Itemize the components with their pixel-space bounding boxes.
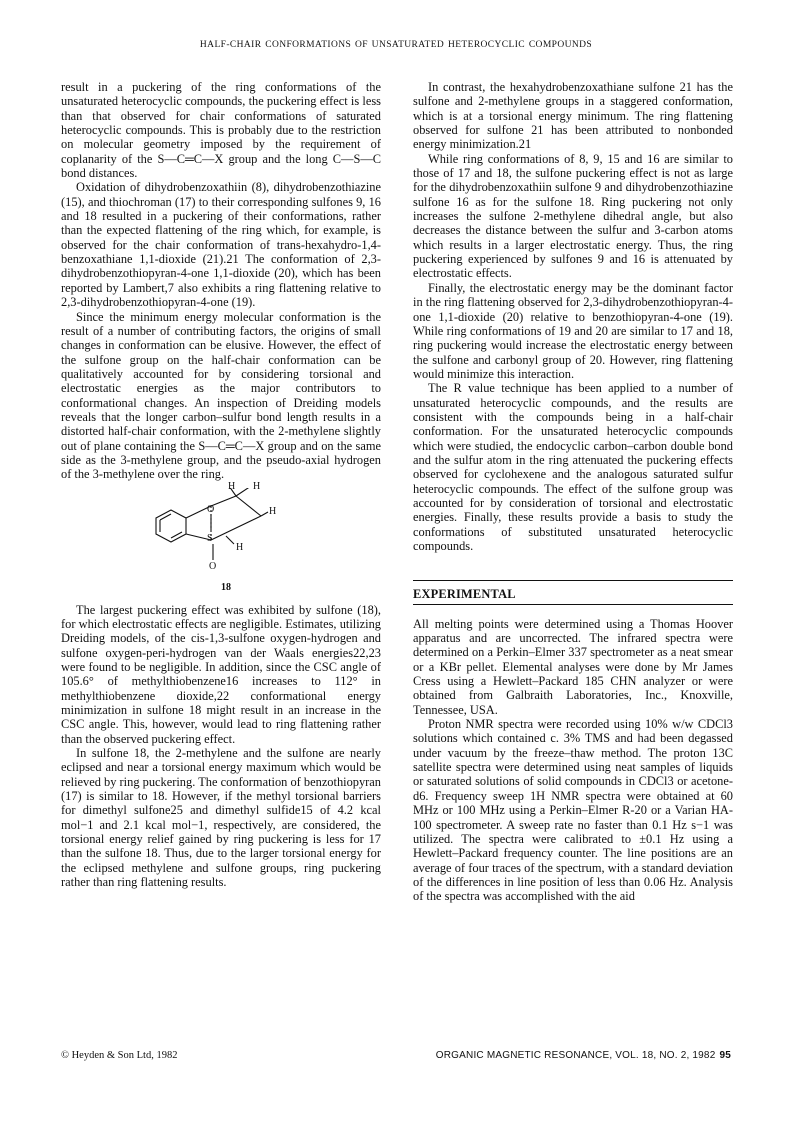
experimental-paragraph-2: Proton NMR spectra were recorded using 10% w/w CDCl3 solutions which contained c. 3% TMS and had been degassed under vacuum by the freeze–thaw method. The proton 13C satellite spectra were determined using neat samples of liquids or saturated solutions of solid compounds in CDCl3 or acetone-d6. Frequency sweep 1H NMR spectra were obtained at 60 MHz or 100 MHz using a Perkin–Elmer R-20 or a Varian HA-100 spectrometer. A sweep rate no faster than 0.1 Hz s−1 was utilized. The spectra were calibrated to ±0.1 Hz using a Hewlett–Packard frequency counter. The line positions are an average of four traces of the spectrum, with a standard deviation of the differences in line position of less than 0.06 Hz. Analysis of the spectra was accomplished with the aid	[413, 717, 733, 904]
left-paragraph-3: Since the minimum energy molecular conformation is the result of a number of contributing factors, the origins of small changes in conformation can be elusive. However, the effect of the sulfone group on the half-chair conformation can be qualitatively accounted for by considering torsional and electrostatic energies as the major contributors to conformational changes. An inspection of Dreiding models reveals that the longer carbon–sulfur bond length results in a distorted half-chair conformation, with the 2-methylene slightly out of plane containing the S—C═C—X group and on the same side as the 3-methylene group, and the pseudo-axial hydrogen of the 3-methylene over the ring.	[61, 309, 381, 482]
structure-label: 18	[221, 581, 231, 593]
chemical-structure-18	[61, 480, 381, 593]
right-paragraph-1: In contrast, the hexahydrobenzoxathiane sulfone 21 has the sulfone and 2-methylene groups in a staggered conformation, which is at a torsional energy minimum. The ring flattening observed for sulfone 21 has been attributed to nonbonded energy minimization.21	[413, 80, 733, 152]
atom-s: S	[207, 532, 213, 544]
atom-h-top-left: H	[228, 480, 236, 492]
left-column	[61, 80, 381, 890]
experimental-section	[413, 580, 733, 903]
footer-journal-info	[436, 1050, 731, 1061]
atom-h-low: H	[236, 541, 244, 553]
right-column	[413, 80, 733, 904]
left-paragraph-4: The largest puckering effect was exhibited by sulfone (18), for which electrostatic effects are negligible. Estimates, utilizing Dreiding models, of the cis-1,3-sulfone oxygen-hydrogen and sulfone oxygen-peri-hydrogen van der Waals energies22,23 were found to be negligible. In addition, since the CSC angle of 105.6° of methylthiobenzene16 increases to 112° in methylthiobenzene dioxide,22 conformational energy minimization in sulfone 18 might result in an increase in the CSC angle. This, however, would lead to ring flattening rather than the observed puckering effect.	[61, 602, 381, 746]
atom-h-top-right: H	[253, 480, 261, 492]
footer-copyright: © Heyden & Son Ltd, 1982	[61, 1050, 178, 1061]
experimental-paragraph-1: All melting points were determined using a Thomas Hoover apparatus and are uncorrected. The infrared spectra were determined on a Perkin–Elmer 337 spectrometer as a neat smear or a KBr pellet. Elemental analyses were done by Mr James Cress using a Hewlett–Packard 185 CHN analyzer or were obtained from Galbraith Laboratories, Inc., Knoxville, Tennessee, USA.	[413, 616, 733, 717]
atom-o-bottom: O	[209, 560, 217, 572]
running-head: HALF-CHAIR CONFORMATIONS OF UNSATURATED HETEROCYCLIC COMPOUNDS	[199, 40, 593, 50]
section-heading-experimental: EXPERIMENTAL	[413, 581, 733, 604]
page-number: 95	[719, 1050, 731, 1061]
atom-h-mid: H	[269, 505, 277, 517]
left-paragraph-2: Oxidation of dihydrobenzoxathiin (8), dihydrobenzothiazine (15), and thiochroman (17) to their corresponding sulfones 9, 16 and 18 resulted in a puckering of their conformations, rather than the expected flattening of the ring which, for example, is observed for the chair conformation of trans-hexahydro-1,4-benzoxathiane 1,1-dioxide (21).21 The conformation of 2,3-dihydrobenzothiopyran-4-one 1,1-dioxide (20), which has been reported by Lambert,7 also exhibits a ring flattening relative to 2,3-dihydrobenzothiopyran-4-one (19).	[61, 180, 381, 310]
right-paragraph-4: The R value technique has been applied to a number of unsaturated heterocyclic compounds, and the results are consistent with the compounds being in a half-chair conformation. For the unsaturated heterocyclic compounds which were studied, the endocyclic carbon–carbon double bond and the sulfur atom in the ring attenuated the puckering effects observed for cyclohexene and the analogous saturated sulfur heterocyclic compounds. The effect of the sulfone group was accounted for by consideration of torsional and electrostatic energies. Finally, these results provide a basis to study the conformations of substituted unsaturated heterocyclic compounds.	[413, 381, 733, 553]
left-paragraph-5: In sulfone 18, the 2-methylene and the sulfone are nearly eclipsed and near a torsional energy maximum which would be relieved by ring puckering. The conformation of benzothiopyran (17) is similar to 18. However, if the methyl torsional barriers for dimethyl sulfone25 and dimethyl sulfide15 of 4.2 kcal mol−1 and 2.1 kcal mol−1, respectively, are considered, the torsional energy relief gained by ring puckering is less for 17 than the sulfone 18. Thus, due to the larger torsional energy for the eclipsed methylene and sulfone groups, ring puckering rather than ring flattening results.	[61, 746, 381, 890]
atom-o-top: O	[207, 503, 215, 515]
right-paragraph-3: Finally, the electrostatic energy may be the dominant factor in the ring flattening observed for 2,3-dihydrobenzothiopyran-4-one 1,1-dioxide (20) relative to benzothiopyran-4-one (19). While ring conformations of 19 and 20 are similar to 17 and 18, ring puckering would increase the electrostatic energy between the sulfone and carbonyl group of 20. However, ring flattening would minimize this interaction.	[413, 280, 733, 381]
left-paragraph-1: result in a puckering of the ring conformations of the unsaturated heterocyclic compounds, the puckering effect is less than that observed for chair conformations of saturated heterocyclic compounds. This is probably due to the restriction on molecular geometry imposed by the requirement of coplanarity of the S—C═C—X group and the long C—S—C bond distances.	[61, 80, 381, 181]
footer-journal: ORGANIC MAGNETIC RESONANCE, VOL. 18, NO. 2, 1982	[435, 1050, 716, 1061]
right-paragraph-2: While ring conformations of 8, 9, 15 and 16 are similar to those of 17 and 18, the sulfone puckering effect is not as large for the dihydrobenzoxathiin sulfone 9 and dihydrobenzothiazine sulfone 16 as for the sulfone 18. Ring puckering not only increases the sulfone 2-methylene dihedral angle, but also decreases the distance between the sulfur and 3-carbon atoms which results in a larger electrostatic energy. Thus, the ring puckering experienced by sulfones 9 and 16 is attenuated by electrostatic effects.	[413, 151, 733, 281]
sulfone-structure-drawing	[61, 488, 381, 583]
